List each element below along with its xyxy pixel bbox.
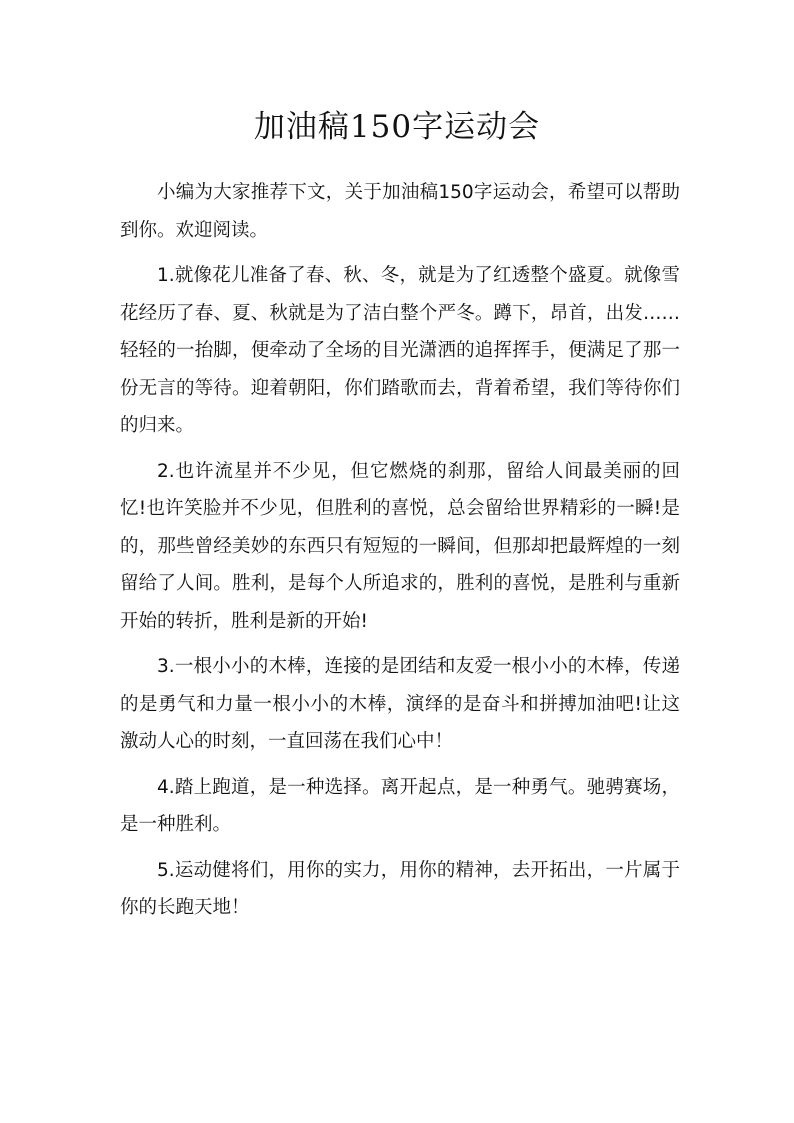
paragraph-4: 4.踏上跑道，是一种选择。离开起点，是一种勇气。驰骋赛场，是一种胜利。 — [120, 776, 680, 835]
intro-paragraph: 小编为大家推荐下文，关于加油稿150字运动会，希望可以帮助到你。欢迎阅读。 — [120, 182, 680, 241]
paragraph-5: 5.运动健将们，用你的实力，用你的精神，去开拓出，一片属于你的长跑天地！ — [120, 859, 680, 918]
paragraph-1: 1.就像花儿准备了春、秋、冬，就是为了红透整个盛夏。就像雪花经历了春、夏、秋就是为了洁白整个严冬。蹲下，昂首，出发……轻轻的一抬脚，便牵动了全场的目光潇洒的追挥挥手，便满足了那一份无言的等待。迎着朝阳，你们踏歌而去，背着希望，我们等待你们的归来。 — [120, 265, 680, 436]
document-body — [120, 174, 680, 935]
document-title: 加油稿150字运动会 — [253, 109, 541, 145]
paragraph-3: 3.一根小小的木棒，连接的是团结和友爱一根小小的木棒，传递的是勇气和力量一根小小的木棒，演绎的是奋斗和拼搏加油吧!让这激动人心的时刻，一直回荡在我们心中！ — [120, 656, 680, 752]
paragraph-2: 2.也许流星并不少见，但它燃烧的刹那，留给人间最美丽的回忆!也许笑脸并不少见，但胜利的喜悦，总会留给世界精彩的一瞬!是的，那些曾经美妙的东西只有短短的一瞬间，但那却把最辉煌的一刻留给了人间。胜利，是每个人所追求的，胜利的喜悦，是胜利与重新开始的转折，胜利是新的开始! — [120, 460, 680, 632]
